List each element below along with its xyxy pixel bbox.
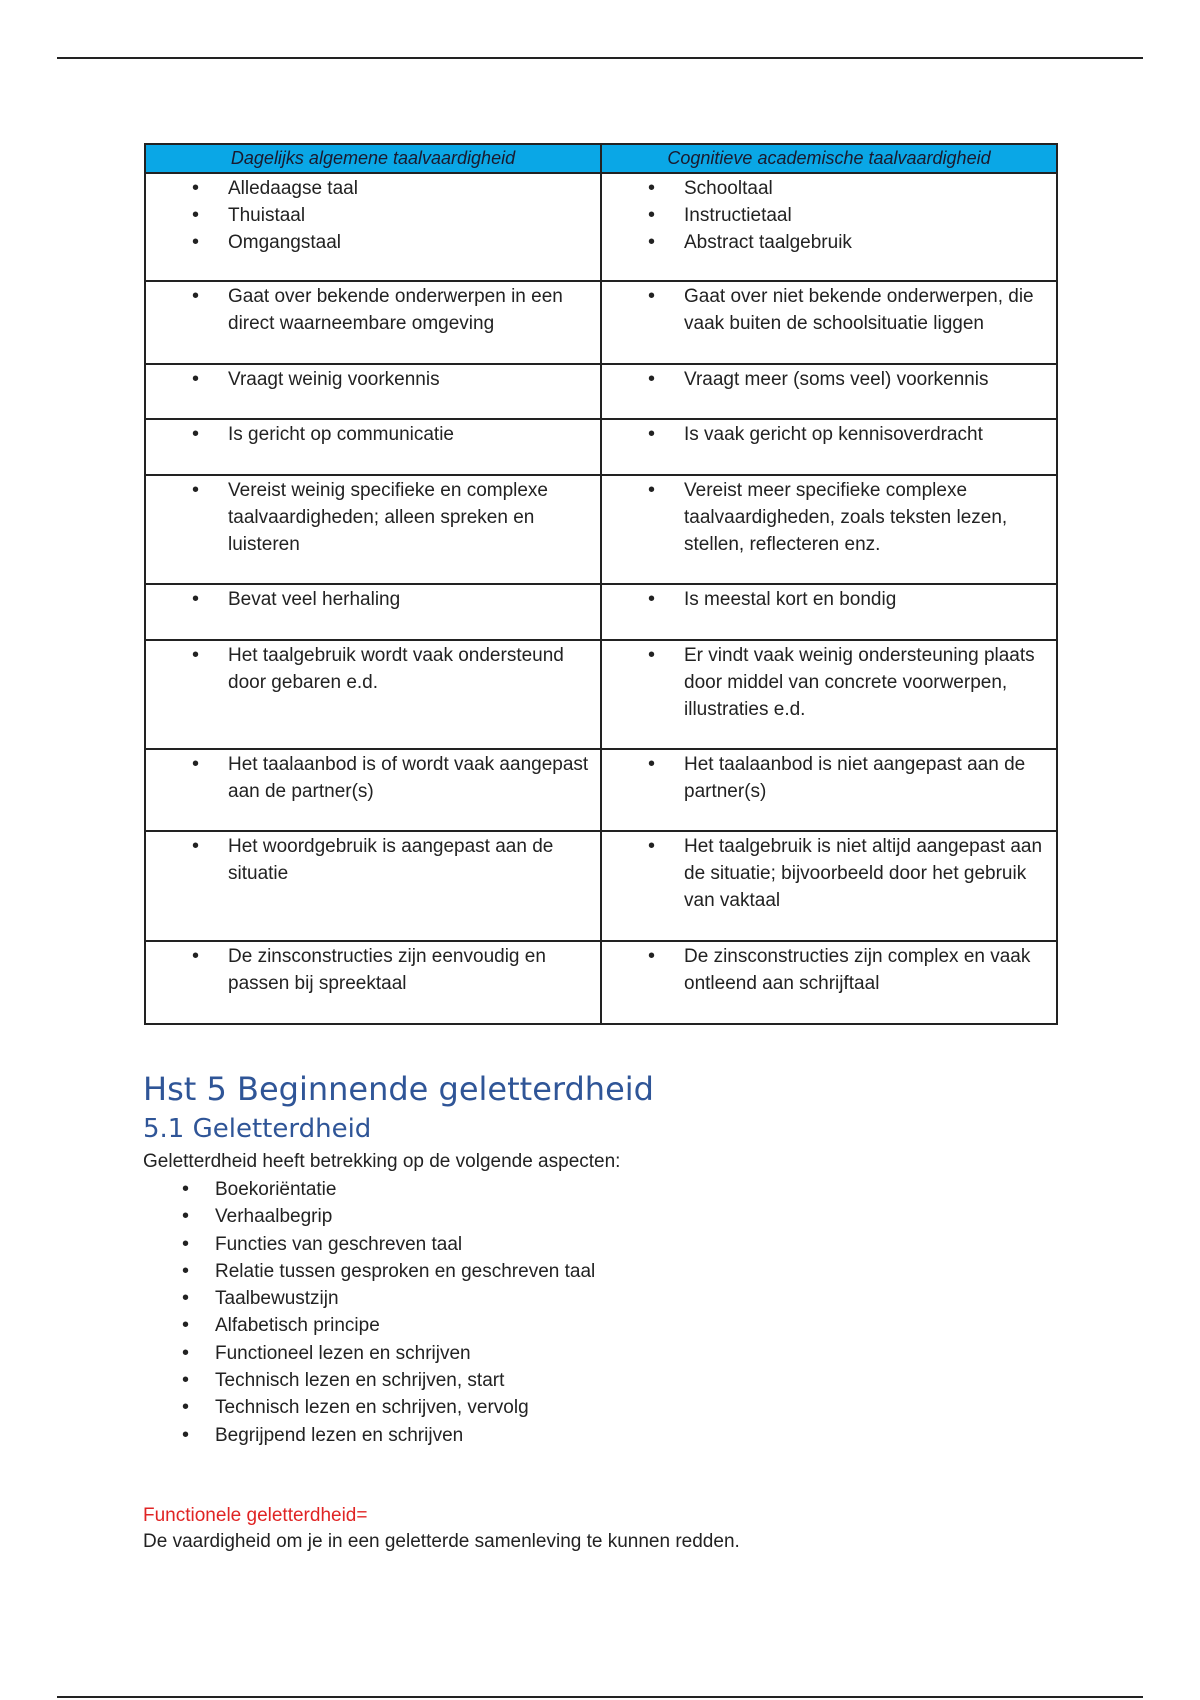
table-bullet: • Het woordgebruik is aangepast aan de situatie <box>228 833 590 887</box>
table-row <box>145 475 1057 584</box>
table-row <box>145 584 1057 640</box>
list-item: • Alfabetisch principe <box>215 1312 595 1339</box>
table-cell-daily <box>145 640 601 749</box>
table-cell-daily <box>145 475 601 584</box>
list-item: • Functioneel lezen en schrijven <box>215 1340 595 1367</box>
list-item: • Functies van geschreven taal <box>215 1231 595 1258</box>
section-heading: 5.1 Geletterdheid <box>143 1114 372 1144</box>
table-bullet: • Schooltaal <box>684 175 1046 202</box>
table-cell-cognitive <box>601 419 1057 475</box>
table-row <box>145 749 1057 831</box>
table-bullet: • Het taalgebruik is niet altijd aangepast aan de situatie; bijvoorbeeld door het gebruik van vaktaal <box>684 833 1046 914</box>
list-item: • Relatie tussen gesproken en geschreven taal <box>215 1258 595 1285</box>
table-bullet: • Vraagt meer (soms veel) voorkennis <box>684 366 1046 393</box>
table-row <box>145 640 1057 749</box>
definition-term: Functionele geletterdheid= <box>143 1505 368 1526</box>
table-header-row <box>145 144 1057 173</box>
table-cell-cognitive <box>601 364 1057 419</box>
table-bullet: • Het taalaanbod is of wordt vaak aangepast aan de partner(s) <box>228 751 590 805</box>
table-cell-daily <box>145 281 601 364</box>
table-cell-daily <box>145 749 601 831</box>
table-cell-cognitive <box>601 941 1057 1024</box>
table-cell-cognitive <box>601 475 1057 584</box>
table-bullet: • Thuistaal <box>228 202 590 229</box>
table-bullet: • Omgangstaal <box>228 229 590 256</box>
table-bullet: • Gaat over niet bekende onderwerpen, die vaak buiten de schoolsituatie liggen <box>684 283 1046 337</box>
table-cell-daily <box>145 419 601 475</box>
table-row <box>145 364 1057 419</box>
list-item: • Verhaalbegrip <box>215 1203 595 1230</box>
column-header-daily: Dagelijks algemene taalvaardigheid <box>145 144 601 173</box>
table-cell-daily <box>145 173 601 281</box>
table-bullet: • Instructietaal <box>684 202 1046 229</box>
table-cell-cognitive <box>601 173 1057 281</box>
table-cell-daily <box>145 364 601 419</box>
table-bullet: • Alledaagse taal <box>228 175 590 202</box>
table-cell-daily <box>145 584 601 640</box>
list-item: • Boekoriëntatie <box>215 1176 595 1203</box>
footer-rule <box>57 1696 1143 1698</box>
table-bullet: • Het taalgebruik wordt vaak ondersteund door gebaren e.d. <box>228 642 590 696</box>
table-bullet: • De zinsconstructies zijn complex en vaak ontleend aan schrijftaal <box>684 943 1046 997</box>
table-cell-cognitive <box>601 749 1057 831</box>
table-row <box>145 419 1057 475</box>
table-row <box>145 173 1057 281</box>
list-item: • Taalbewustzijn <box>215 1285 595 1312</box>
table-bullet: • Gaat over bekende onderwerpen in een direct waarneembare omgeving <box>228 283 590 337</box>
table-row <box>145 281 1057 364</box>
table-bullet: • Vereist weinig specifieke en complexe taalvaardigheden; alleen spreken en luisteren <box>228 477 590 558</box>
table-cell-daily <box>145 941 601 1024</box>
comparison-table <box>144 143 1058 1025</box>
list-item: • Begrijpend lezen en schrijven <box>215 1422 595 1449</box>
table-cell-cognitive <box>601 640 1057 749</box>
table-cell-cognitive <box>601 584 1057 640</box>
aspects-list <box>215 1176 595 1449</box>
table-cell-cognitive <box>601 281 1057 364</box>
table-row <box>145 941 1057 1024</box>
table-bullet: • Abstract taalgebruik <box>684 229 1046 256</box>
table-bullet: • Is vaak gericht op kennisoverdracht <box>684 421 1046 448</box>
section-intro: Geletterdheid heeft betrekking op de volgende aspecten: <box>143 1151 621 1172</box>
list-item: • Technisch lezen en schrijven, vervolg <box>215 1394 595 1421</box>
table-bullet: • Is meestal kort en bondig <box>684 586 1046 613</box>
table-bullet: • Is gericht op communicatie <box>228 421 590 448</box>
table-cell-cognitive <box>601 831 1057 941</box>
table-bullet: • Vraagt weinig voorkennis <box>228 366 590 393</box>
table-bullet: • De zinsconstructies zijn eenvoudig en passen bij spreektaal <box>228 943 590 997</box>
chapter-heading: Hst 5 Beginnende geletterdheid <box>143 1070 654 1108</box>
table-bullet: • Het taalaanbod is niet aangepast aan de partner(s) <box>684 751 1046 805</box>
table-row <box>145 831 1057 941</box>
header-rule <box>57 57 1143 59</box>
definition-text: De vaardigheid om je in een geletterde samenleving te kunnen redden. <box>143 1531 740 1552</box>
table-bullet: • Vereist meer specifieke complexe taalvaardigheden, zoals teksten lezen, stellen, reflecteren enz. <box>684 477 1046 558</box>
list-item: • Technisch lezen en schrijven, start <box>215 1367 595 1394</box>
table-bullet: • Bevat veel herhaling <box>228 586 590 613</box>
table-bullet: • Er vindt vaak weinig ondersteuning plaats door middel van concrete voorwerpen, illustraties e.d. <box>684 642 1046 723</box>
column-header-cognitive: Cognitieve academische taalvaardigheid <box>601 144 1057 173</box>
table-cell-daily <box>145 831 601 941</box>
